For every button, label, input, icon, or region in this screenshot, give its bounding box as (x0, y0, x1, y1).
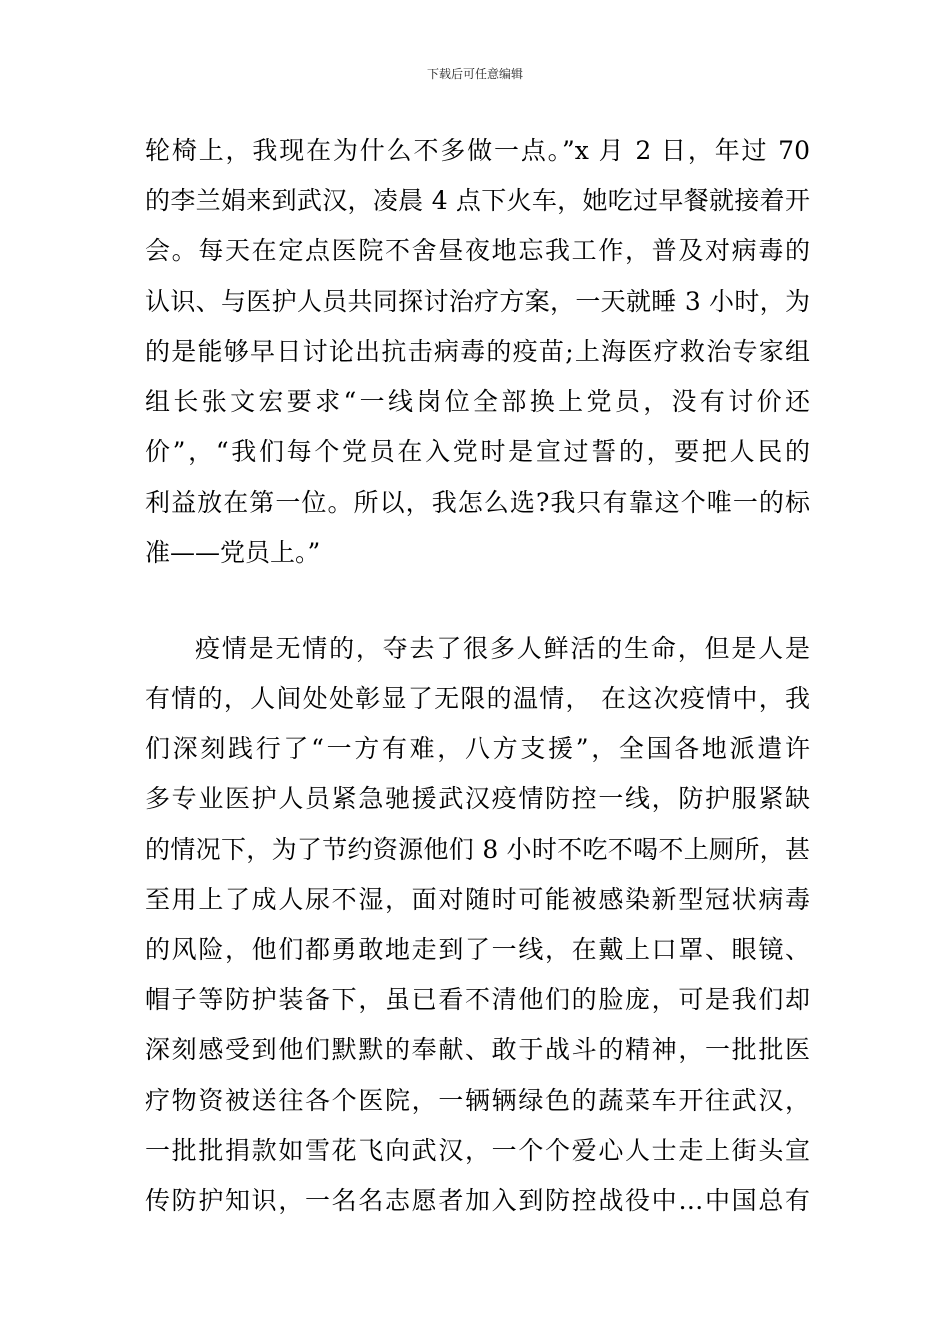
text-line: 们深刻践行了“一方有难，八方支援”，全国各地派遣许 (145, 734, 810, 763)
text-line: 多专业医护人员紧急驰援武汉疫情防控一线，防护服紧缺 (145, 784, 810, 813)
text-line: 的是能够早日讨论出抗击病毒的疫苗;上海医疗救治专家组 (145, 337, 810, 366)
text-line: 组长张文宏要求“一线岗位全部换上党员，没有讨价还 (145, 387, 810, 416)
text-line: 的情况下，为了节约资源他们 8 小时不吃不喝不上厕所，甚 (145, 835, 810, 864)
text-line: 认识、与医护人员共同探讨治疗方案，一天就睡 3 小时，为 (145, 287, 810, 316)
text-line: 准——党员上。” (145, 538, 321, 567)
text-line: 的风险，他们都勇敢地走到了一线，在戴上口罩、眼镜、 (145, 935, 810, 964)
text-line: 疫情是无情的，夺去了很多人鲜活的生命，但是人是 (195, 634, 810, 663)
text-line: 帽子等防护装备下，虽已看不清他们的脸庞，可是我们却 (145, 985, 810, 1014)
text-line: 深刻感受到他们默默的奉献、敢于战斗的精神，一批批医 (145, 1035, 810, 1064)
text-line: 会。每天在定点医院不舍昼夜地忘我工作，普及对病毒的 (145, 236, 810, 265)
text-line: 疗物资被送往各个医院，一辆辆绿色的蔬菜车开往武汉， (145, 1086, 810, 1115)
text-line: 有情的，人间处处彰显了无限的温情， 在这次疫情中，我 (145, 684, 810, 713)
text-line: 至用上了成人尿不湿，面对随时可能被感染新型冠状病毒 (145, 885, 810, 914)
text-line: 利益放在第一位。所以，我怎么选?我只有靠这个唯一的标 (145, 488, 810, 517)
text-line: 的李兰娟来到武汉，凌晨 4 点下火车，她吃过早餐就接着开 (145, 186, 810, 215)
text-line: 价”，“我们每个党员在入党时是宣过誓的，要把人民的 (145, 437, 810, 466)
text-line: 轮椅上，我现在为什么不多做一点。”x 月 2 日，年过 70 (145, 136, 810, 165)
text-line: 传防护知识，一名名志愿者加入到防控战役中…中国总有 (145, 1186, 810, 1215)
page-header: 下载后可任意编辑 (426, 67, 523, 81)
text-line: 一批批捐款如雪花飞向武汉，一个个爱心人士走上街头宣 (145, 1136, 810, 1165)
